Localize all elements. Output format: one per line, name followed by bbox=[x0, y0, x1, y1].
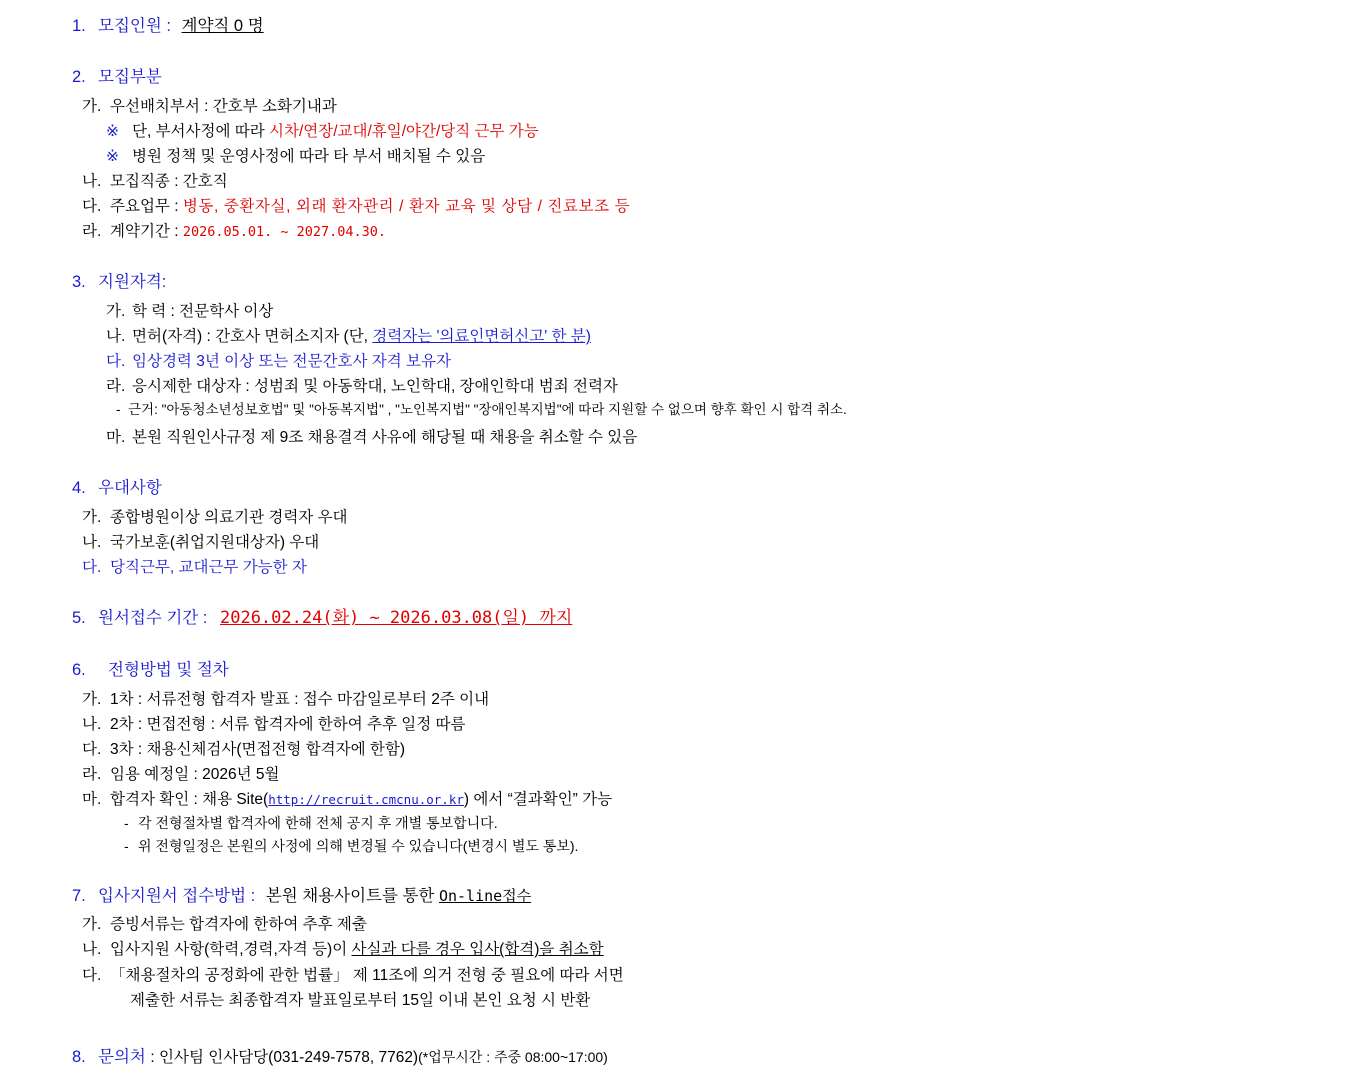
item-text: 본원 직원인사규정 제 9조 채용결격 사유에 해당될 때 채용을 취소할 수 있음 bbox=[132, 429, 638, 447]
section-2-number: 2. bbox=[72, 67, 86, 86]
list-item-note bbox=[20, 835, 1347, 858]
section-4-title: 우대사항 bbox=[98, 479, 162, 498]
item-text-emphasis: 시차/연장/교대/휴일/야간/당직 근무 가능 bbox=[269, 122, 539, 140]
item-label: 가. bbox=[82, 690, 102, 708]
item-text: 근거: "아동청소년성보호법" 및 "아동복지법" , "노인복지법" "장애인복지법"에 따라 지원할 수 없으며 향후 확인 시 합격 취소. bbox=[128, 402, 847, 418]
list-item bbox=[20, 349, 1347, 374]
section-6-number: 6. bbox=[72, 660, 86, 679]
list-item bbox=[20, 530, 1347, 555]
section-7-title: 입사지원서 접수방법 : bbox=[98, 886, 256, 905]
list-item-cont bbox=[20, 988, 1347, 1013]
section-recruit-count bbox=[20, 14, 1347, 39]
dash-icon: - bbox=[124, 837, 129, 854]
section-1-title: 모집인원 : bbox=[98, 17, 171, 35]
list-item bbox=[20, 374, 1347, 399]
item-text-emphasis: 사실과 다를 경우 입사(합격)을 취소함 bbox=[351, 941, 604, 959]
application-period-value: 2026.02.24(화) ~ 2026.03.08(일) 까지 bbox=[219, 608, 573, 629]
list-item bbox=[20, 505, 1347, 530]
item-label: 나. bbox=[82, 715, 102, 733]
list-item bbox=[20, 963, 1347, 988]
list-item bbox=[20, 219, 1347, 244]
list-item bbox=[20, 299, 1347, 324]
section-application-period bbox=[20, 606, 1347, 632]
item-label: 가. bbox=[106, 302, 126, 320]
recruit-site-link[interactable]: http://recruit.cmcnu.or.kr bbox=[268, 792, 464, 808]
list-item bbox=[20, 937, 1347, 962]
item-text: 3차 : 채용신체검사(면접전형 합격자에 한함) bbox=[110, 740, 406, 758]
section-preference bbox=[20, 476, 1347, 580]
list-item bbox=[20, 787, 1347, 812]
section-application-method bbox=[20, 884, 1347, 1013]
contact-info: : 인사팀 인사담당(031-249-7578, 7762) bbox=[150, 1048, 419, 1066]
section-6-title: 전형방법 및 절차 bbox=[108, 660, 229, 679]
item-text: 우선배치부서 : 간호부 소화기내과 bbox=[110, 97, 337, 115]
section-qualification bbox=[20, 270, 1347, 450]
item-text: 위 전형일정은 본원의 사정에 의해 변경될 수 있습니다(변경시 별도 통보). bbox=[138, 837, 579, 854]
list-item bbox=[20, 737, 1347, 762]
list-item bbox=[20, 194, 1347, 219]
section-2-title: 모집부분 bbox=[98, 67, 162, 86]
item-label: 가. bbox=[82, 509, 102, 527]
section-8-title: 문의처 bbox=[98, 1047, 146, 1066]
item-text: 합격자 확인 : 채용 Site( bbox=[110, 791, 269, 809]
item-label: 나. bbox=[82, 534, 102, 552]
section-6-heading bbox=[20, 658, 1347, 683]
asterisk-icon: ※ bbox=[106, 147, 119, 165]
item-text: 병원 정책 및 운영사정에 따라 타 부서 배치될 수 있음 bbox=[132, 147, 486, 165]
section-3-number: 3. bbox=[72, 273, 86, 292]
item-label: 다. bbox=[82, 197, 102, 215]
list-item bbox=[20, 324, 1347, 349]
item-label: 나. bbox=[106, 328, 126, 346]
list-item bbox=[20, 144, 1347, 169]
section-7-title-b: 본원 채용사이트를 통한 bbox=[265, 886, 439, 905]
item-text: 입사지원 사항(학력,경력,자격 등)이 bbox=[110, 941, 352, 959]
item-text: 응시제한 대상자 : 성범죄 및 아동학대, 노인학대, 장애인학대 범죄 전력자 bbox=[132, 378, 618, 396]
list-item bbox=[20, 712, 1347, 737]
item-text-emphasis: 병동, 중환자실, 외래 환자관리 / 환자 교육 및 상담 / 진료보조 등 bbox=[182, 197, 631, 215]
item-text: 증빙서류는 합격자에 한하여 추후 제출 bbox=[110, 916, 367, 934]
item-label: 다. bbox=[82, 559, 102, 577]
item-text: 1차 : 서류전형 합격자 발표 : 접수 마감일로부터 2주 이내 bbox=[110, 690, 490, 708]
list-item-note bbox=[20, 812, 1347, 835]
item-text: 「채용절차의 공정화에 관한 법률」 제 11조에 의거 전형 중 필요에 따라 서면 bbox=[110, 966, 624, 984]
section-recruit-field bbox=[20, 65, 1347, 244]
list-item bbox=[20, 169, 1347, 194]
item-label: 마. bbox=[106, 429, 126, 447]
item-label: 가. bbox=[82, 97, 102, 115]
list-item bbox=[20, 912, 1347, 937]
item-text: 단, 부서사정에 따라 bbox=[132, 122, 270, 140]
section-1-number: 1. bbox=[72, 17, 86, 35]
list-item bbox=[20, 762, 1347, 787]
item-text: 계약기간 : bbox=[110, 223, 183, 241]
section-contact bbox=[20, 1045, 1347, 1070]
item-text: 각 전형절차별 합격자에 한해 전체 공지 후 개별 통보합니다. bbox=[138, 815, 498, 832]
list-item bbox=[20, 555, 1347, 580]
section-3-title: 지원자격: bbox=[98, 273, 167, 292]
item-text: 당직근무, 교대근무 가능한 자 bbox=[110, 559, 307, 577]
section-3-heading bbox=[20, 270, 1347, 295]
item-text: 학 력 : 전문학사 이상 bbox=[132, 302, 274, 320]
list-item bbox=[20, 94, 1347, 119]
section-selection-process bbox=[20, 658, 1347, 858]
item-label: 다. bbox=[82, 966, 102, 984]
section-1-value: 계약직 0 명 bbox=[181, 17, 264, 35]
item-label: 가. bbox=[82, 916, 102, 934]
list-item-note bbox=[20, 399, 1347, 421]
section-7-heading bbox=[20, 884, 1347, 909]
section-8-heading bbox=[20, 1045, 1347, 1070]
item-text: 임용 예정일 : 2026년 5월 bbox=[110, 765, 280, 783]
item-text: 주요업무 : bbox=[110, 197, 183, 215]
asterisk-icon: ※ bbox=[106, 122, 119, 140]
item-label: 라. bbox=[106, 378, 126, 396]
section-4-heading bbox=[20, 476, 1347, 501]
dash-icon: - bbox=[116, 402, 121, 418]
section-8-number: 8. bbox=[72, 1047, 86, 1066]
section-5-title: 원서접수 기간 : bbox=[98, 609, 208, 628]
item-label: 라. bbox=[82, 765, 102, 783]
item-text-date: 2026.05.01. ~ 2027.04.30. bbox=[182, 224, 387, 241]
section-2-heading bbox=[20, 65, 1347, 90]
section-1-heading bbox=[20, 14, 1347, 39]
item-text: ) 에서 “결과확인” 가능 bbox=[463, 791, 613, 809]
item-text: 제출한 서류는 최종합격자 발표일로부터 15일 이내 본인 요청 시 반환 bbox=[130, 991, 591, 1009]
section-7-number: 7. bbox=[72, 886, 86, 905]
item-text: 면허(자격) : 간호사 면허소지자 (단, bbox=[132, 328, 373, 346]
list-item bbox=[20, 687, 1347, 712]
section-5-heading bbox=[20, 606, 1347, 632]
section-7-title-c: On-line접수 bbox=[438, 886, 532, 905]
section-5-number: 5. bbox=[72, 609, 86, 628]
item-label: 라. bbox=[82, 223, 102, 241]
item-label: 나. bbox=[82, 941, 102, 959]
item-text: 임상경력 3년 이상 또는 전문간호사 자격 보유자 bbox=[132, 353, 451, 371]
item-text-emphasis: 경력자는 '의료인면허신고' 한 분) bbox=[372, 328, 591, 346]
item-text: 국가보훈(취업지원대상자) 우대 bbox=[110, 534, 320, 552]
contact-hours: (*업무시간 : 주중 08:00~17:00) bbox=[418, 1048, 608, 1065]
item-label: 나. bbox=[82, 172, 102, 190]
list-item bbox=[20, 425, 1347, 450]
dash-icon: - bbox=[124, 815, 129, 832]
item-label: 다. bbox=[82, 740, 102, 758]
item-text: 모집직종 : 간호직 bbox=[110, 172, 228, 190]
list-item bbox=[20, 119, 1347, 144]
item-label: 마. bbox=[82, 791, 102, 809]
item-text: 2차 : 면접전형 : 서류 합격자에 한하여 추후 일정 따름 bbox=[110, 715, 466, 733]
section-4-number: 4. bbox=[72, 479, 86, 498]
item-text: 종합병원이상 의료기관 경력자 우대 bbox=[110, 509, 348, 527]
item-label: 다. bbox=[106, 353, 126, 371]
